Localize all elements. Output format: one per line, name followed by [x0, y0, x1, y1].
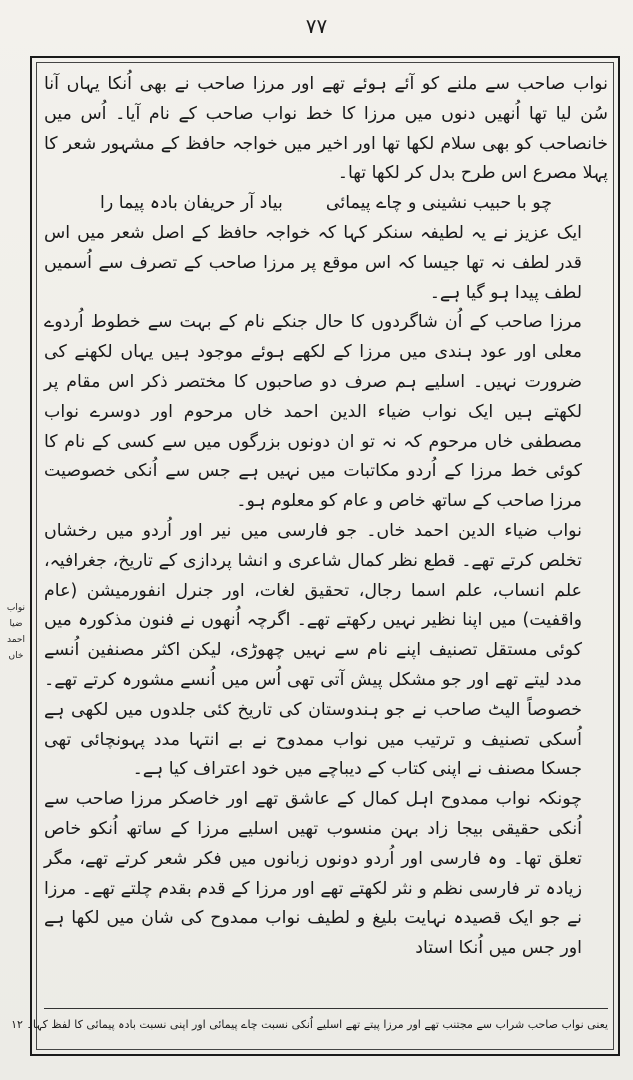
paragraph: مرزا صاحب کے اُن شاگردوں کا حال جنکے نام کے بہت سے خطوط اُردوے معلی اور عود ہندی میں مرزا کے لکھے ہوئے موجود ہیں یہاں لکھنے کی ضرورت نہیں۔ اسلیے ہم صرف دو صاحبوں کا مختصر ذکر اس مقام پر لکھتے ہیں ایک نواب ضیاء الدین احمد خاں مرحوم اور دوسرے نواب مصطفی خاں مرحوم کہ نہ تو ان دونوں بزرگوں میں سے کسی کے نام کا کوئی خط مرزا کے اُردو مکاتبات میں نہیں ہے جس سے اُنکی خصوصیت مرزا صاحب کے ساتھ خاص و عام کو معلوم ہو۔ [44, 312, 582, 512]
verse [44, 189, 608, 219]
paragraph: نواب صاحب سے ملنے کو آئے ہوئے تھے اور مرزا صاحب نے بھی اُنکا یہاں آنا سُن لیا تھا اُنھیں دنوں میں مرزا کا خط نواب صاحب کے نام آیا۔ اُس میں خانصاحب کو بھی سلام لکھا تھا اور اخیر میں خواجہ حافظ کے مشہور شعر کا پہلا مصرع اس طرح بدل کر لکھا تھا۔ [44, 74, 608, 184]
footnote: یعنی نواب صاحب شراب سے مجتنب تھے اور مرزا پیتے تھے اسلیے اُنکی نسبت چاے پیمائی اور اپنی نسبت بادہ پیمائی کا لفظ کہا۔ ١٢ [11, 1018, 608, 1031]
page-number: ٧٧ [305, 14, 328, 38]
paragraph: ایک عزیز نے یہ لطیفہ سنکر کہا کہ خواجہ حافظ کے اصل شعر میں اس قدر لطف نہ تھا جیسا کہ اس موقع پر مرزا صاحب کے تصرف سے اُسمیں لطف پیدا ہو گیا ہے۔ [44, 222, 582, 303]
margin-note-line: احمد خاں [7, 635, 25, 661]
verse-hemistich: چو با حبیب نشینی و چاے پیمائی [325, 193, 552, 214]
paragraph: چونکہ نواب ممدوح اہل کمال کے عاشق تھے اور خاصکر مرزا صاحب سے اُنکی حقیقی بیجا زاد بہن منسوب تھیں اسلیے مرزا کے ساتھ اُنکو خاص تعلق تھا۔ وہ فارسی اور اُردو دونوں زبانوں میں فکر شعر کرتے تھے، مگر زیادہ تر فارسی نظم و نثر لکھتے تھے اور مرزا کے قدم بقدم چلتے تھے۔ مرزا نے جو ایک قصیدہ نہایت بلیغ و لطیف نواب ممدوح کی شان میں لکھا ہے اور جس میں اُنکا استاد [44, 789, 582, 959]
footnote-divider [44, 1008, 608, 1009]
paragraph: نواب ضیاء الدین احمد خاں۔ جو فارسی میں نیر اور اُردو میں رخشاں تخلص کرتے تھے۔ قطع نظر کمال شاعری و انشا پردازی کے تاریخ، جغرافیہ، علم انساب، علم اسما رجال، تحقیق لغات، اور جنرل انفورمیشن (عام واقفیت) میں اپنا نظیر نہیں رکھتے تھے۔ اگرچہ اُنھوں نے فنون مذکورہ میں کوئی مستقل تصنیف اپنے نام سے نہیں چھوڑی، لیکن اکثر مصنفین اُنسے مدد لیتے تھے اور جو مشکل پیش آتی تھی اُس میں اُنسے مشورہ کرتے تھے۔ خصوصاً الیٹ صاحب نے جو ہندوستان کی تاریخ کئی جلدوں میں لکھی ہے اُسکی تصنیف و ترتیب میں نواب ممدوح نے بے انتہا مدد پہونچائی تھی جسکا مصنف نے اپنی کتاب کے دیباچے میں خود اعتراف کیا ہے۔ [44, 520, 582, 780]
body-text [44, 70, 608, 960]
margin-note-line: نواب ضیا [6, 603, 26, 629]
margin-note [0, 600, 32, 664]
verse-hemistich: بیاد آر حریفان بادہ پیما را [100, 193, 283, 214]
